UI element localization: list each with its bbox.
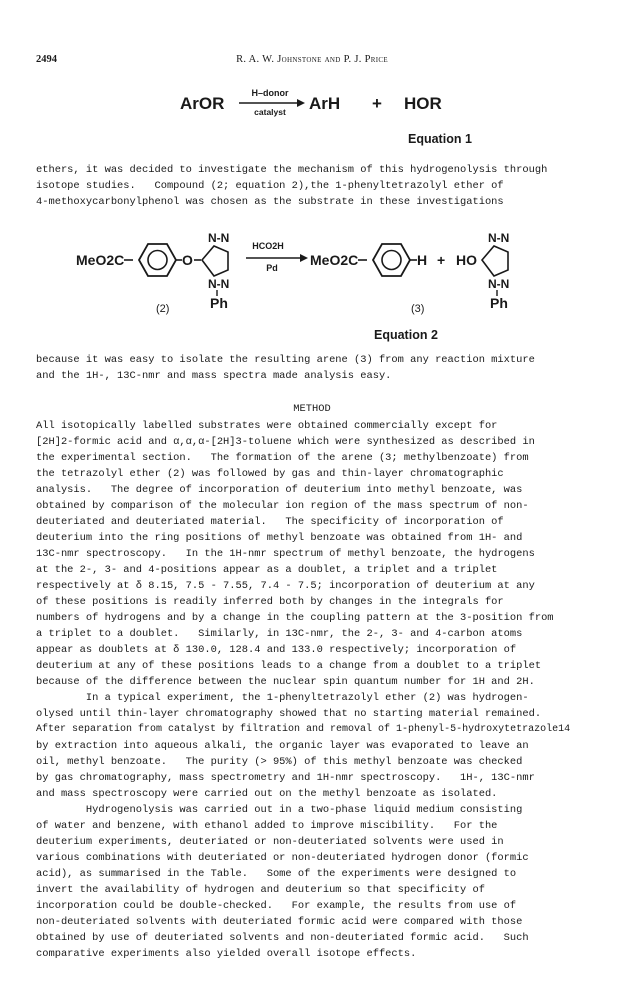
- reactant-benzene-ring: [139, 244, 176, 276]
- method-line: deuteriated and deuteriated material. The specificity of incorporation of: [36, 516, 504, 528]
- method-line: non-deuteriated solvents with deuteriated formic acid were compared with those: [36, 916, 523, 928]
- method-line: Hydrogenolysis was carried out in a two-phase liquid medium consisting: [36, 804, 523, 816]
- eq2-plus: +: [437, 252, 446, 268]
- intro-line-2: isotope studies. Compound (2; equation 2),the 1-phenyltetrazolyl ether of: [36, 180, 504, 192]
- method-line: oil, methyl benzoate. The purity (> 95%) of this methyl benzoate was checked: [36, 756, 523, 768]
- equation-2-label: Equation 2: [374, 328, 438, 342]
- after-eq2-line-1: because it was easy to isolate the resulting arene (3) from any reaction mixture: [36, 354, 535, 366]
- intro-line-1: ethers, it was decided to investigate the mechanism of this hydrogenolysis through: [36, 164, 548, 176]
- method-line: obtained by use of deuteriated solvents and non-deuteriated formic acid. Such: [36, 932, 529, 944]
- method-line: In a typical experiment, the 1-phenyltetrazolyl ether (2) was hydrogen-: [36, 692, 529, 704]
- method-line: various combinations with deuteriated or non-deuteriated hydrogen donor (formic: [36, 852, 529, 864]
- method-line: the tetrazolyl ether (2) was followed by gas and thin-layer chromatographic: [36, 468, 504, 480]
- method-line: 13C-nmr spectroscopy. In the 1H-nmr spectrum of methyl benzoate, the hydrogens: [36, 548, 535, 560]
- product-benzene-ring: [373, 244, 410, 276]
- svg-text:N-N: N-N: [208, 231, 230, 245]
- method-line: All isotopically labelled substrates were obtained commercially except for: [36, 420, 498, 432]
- eq1-arrow-bottom-label: catalyst: [254, 107, 286, 117]
- method-line: incorporation could be double-checked. For example, the results from use of: [36, 900, 517, 912]
- byproduct-ho: HO: [456, 252, 477, 268]
- page-number: 2494: [36, 54, 57, 65]
- byproduct-ph: Ph: [490, 295, 508, 311]
- equation-1: [160, 84, 480, 120]
- product-meo2c: MeO2C: [310, 252, 359, 268]
- method-line: After separation from catalyst by filtration and removal of 1-phenyl-5-hydroxytetrazole14: [36, 724, 571, 735]
- method-line: respectively at δ 8.15, 7.5 - 7.55, 7.4 - 7.5; incorporation of deuterium at any: [36, 580, 535, 592]
- eq2-arrowhead: [300, 254, 308, 262]
- method-line: by extraction into aqueous alkali, the organic layer was evaporated to leave an: [36, 740, 529, 752]
- method-line: deuterium experiments, deuteriated or non-deuteriated solvents were used in: [36, 836, 504, 848]
- method-line: and mass spectroscopy were carried out on the methyl benzoate as isolated.: [36, 788, 498, 800]
- label-compound-3: (3): [411, 303, 425, 315]
- running-head: R. A. W. Johnstone and P. J. Price: [236, 54, 388, 65]
- byproduct-tetrazole-ring: [482, 246, 508, 276]
- eq1-plus: +: [372, 94, 382, 113]
- svg-text:N-N: N-N: [488, 277, 510, 291]
- method-line: obtained by comparison of the molecular ion region of the mass spectrum of non-: [36, 500, 529, 512]
- method-line: numbers of hydrogens and by a change in the coupling pattern at the 3-position from: [36, 612, 554, 624]
- method-line: invert the availability of hydrogen and deuterium so that specificity of: [36, 884, 485, 896]
- eq1-arrow-top-label: H–donor: [251, 88, 289, 98]
- method-heading: METHOD: [293, 403, 331, 415]
- product-h: H: [417, 252, 428, 268]
- eq1-reactant: ArOR: [180, 94, 225, 113]
- method-line: acid), as summarised in the Table. Some of the experiments were designed to: [36, 868, 517, 880]
- eq1-product-arh: ArH: [309, 94, 341, 113]
- method-line: comparative experiments also yielded overall isotope effects.: [36, 948, 417, 960]
- method-line: analysis. The degree of incorporation of deuterium into methyl benzoate, was: [36, 484, 523, 496]
- method-line: of water and benzene, with ethanol added to improve miscibility. For the: [36, 820, 498, 832]
- after-eq2-line-2: and the 1H-, 13C-nmr and mass spectra made analysis easy.: [36, 370, 392, 382]
- eq1-arrowhead: [297, 99, 305, 107]
- method-line: a triplet to a doublet. Similarly, in 13C-nmr, the 2-, 3- and 4-carbon atoms: [36, 628, 523, 640]
- method-line: [2H]2-formic acid and α,α,α-[2H]3-toluene which were synthesized as described in: [36, 436, 535, 448]
- reactant-tetrazole-ring: [202, 246, 228, 276]
- method-line: olysed until thin-layer chromatography showed that no starting material remained.: [36, 708, 542, 720]
- svg-text:N-N: N-N: [208, 277, 230, 291]
- method-line: appear as doublets at δ 130.0, 128.4 and 133.0 respectively; incorporation of: [36, 644, 517, 656]
- label-compound-2: (2): [156, 303, 170, 315]
- eq2-reagent-under: Pd: [266, 263, 278, 273]
- svg-text:N-N: N-N: [488, 231, 510, 245]
- method-line: the experimental section. The formation of the arene (3; methylbenzoate) from: [36, 452, 529, 464]
- method-line: at the 2-, 3- and 4-positions appear as a doublet, a triplet and a triplet: [36, 564, 498, 576]
- eq2-reagent-over: HCO2H: [252, 241, 284, 251]
- method-line: because of the difference between the nuclear spin quantum number for 1H and 2H.: [36, 676, 535, 688]
- eq1-product-hor: HOR: [404, 94, 442, 113]
- method-line: of these positions is readily inferred both by changes in the integrals for: [36, 596, 504, 608]
- product-ring-circle: [382, 251, 401, 270]
- reactant-ring-circle: [148, 251, 167, 270]
- intro-line-3: 4-methoxycarbonylphenol was chosen as the substrate in these investigations: [36, 196, 504, 208]
- equation-2-scheme: [36, 222, 588, 322]
- method-line: deuterium at any of these positions leads to a change from a doublet to a triplet: [36, 660, 542, 672]
- equation-1-label: Equation 1: [408, 132, 472, 146]
- method-line: deuterium into the ring positions of methyl benzoate was obtained from 1H- and: [36, 532, 523, 544]
- reactant-meo2c: MeO2C: [76, 252, 125, 268]
- reactant-ph: Ph: [210, 295, 228, 311]
- method-line: by gas chromatography, mass spectrometry and 1H-nmr spectroscopy. 1H-, 13C-nmr: [36, 772, 535, 784]
- svg-text:O: O: [182, 252, 193, 268]
